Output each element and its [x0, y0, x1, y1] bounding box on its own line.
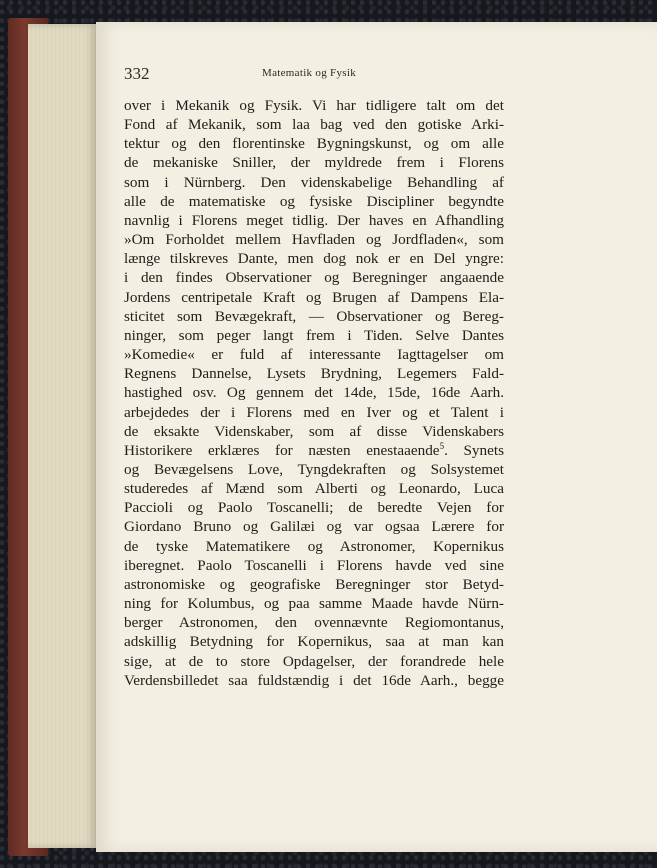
text-line: navnlig i Florens meget tidlig. Der haves en Afhandling [124, 211, 504, 229]
text-line: Giordano Bruno og Galilæi og var ogsaa Lærere for [124, 518, 504, 536]
footnote-ref: 5 [439, 440, 445, 451]
text-line: studeredes af Mænd som Alberti og Leonardo, Luca [124, 480, 504, 498]
text-line: iberegnet. Paolo Toscanelli i Florens havde ved sine [124, 556, 504, 574]
text-line: ninger, som peger langt frem i Tiden. Selve Dantes [124, 326, 504, 344]
page-header [124, 64, 525, 84]
text-line: berger Astronomen, den ovennævnte Regiomontanus, [124, 614, 504, 632]
page-number: 332 [124, 64, 150, 83]
text-line: hastighed osv. Og gennem det 14de, 15de, 16de Aarh. [124, 384, 504, 402]
text-line: sticitet som Bevægekraft, — Observationer og Bereg- [124, 307, 504, 325]
text-fragment: Historikere erklæres for næsten enestaaende [124, 441, 440, 459]
text-line: ning for Kolumbus, og paa samme Maade havde Nürn- [124, 595, 504, 613]
text-line: de tyske Matematikere og Astronomer, Kopernikus [124, 537, 504, 555]
text-line: længe tilskreves Dante, men dog nok er en Del yngre: [124, 250, 504, 268]
text-line: Paccioli og Paolo Toscanelli; de beredte Vejen for [124, 499, 504, 517]
text-line: adskillig Betydning for Kopernikus, saa at man kan [124, 633, 504, 651]
text-line: »Komedie« er fuld af interessante Iagttagelser om [124, 346, 504, 364]
text-line: »Om Forholdet mellem Havfladen og Jordfladen«, som [124, 231, 504, 249]
text-line: de eksakte Videnskaber, som af disse Videnskabers [124, 422, 504, 440]
text-line: i den findes Observationer og Beregninger angaaende [124, 269, 504, 287]
text-line: og Bevægelsens Love, Tyngdekraften og Solsystemet [124, 460, 504, 478]
text-line: som i Nürnberg. Den videnskabelige Behandling af [124, 173, 504, 191]
text-line: Verdensbilledet saa fuldstændig i det 16de Aarh., begge [124, 671, 504, 689]
text-line: tektur og den florentinske Bygningskunst, og om alle [124, 135, 504, 153]
page-edges [28, 24, 98, 848]
text-line: Fond af Mekanik, som laa bag ved den gotiske Arki- [124, 116, 504, 134]
text-line: over i Mekanik og Fysik. Vi har tidligere talt om det [124, 97, 504, 114]
text-line: Jordens centripetale Kraft og Brugen af Dampens Ela- [124, 288, 504, 306]
running-head: Matematik og Fysik [262, 67, 357, 79]
body-text [124, 96, 534, 690]
text-line-with-footnote [124, 441, 504, 460]
text-line: sige, at de to store Opdagelser, der forandrede hele [124, 652, 504, 670]
text-line: arbejdedes der i Florens med en Iver og et Talent i [124, 403, 504, 421]
text-line: alle de matematiske og fysiske Discipliner begyndte [124, 192, 504, 210]
text-fragment: . Synets [444, 441, 504, 459]
text-line: de mekaniske Sniller, der myldrede frem i Florens [124, 154, 504, 172]
text-line: Regnens Dannelse, Lysets Brydning, Legemers Fald- [124, 365, 504, 383]
text-line: astronomiske og geografiske Beregninger stor Betyd- [124, 575, 504, 593]
